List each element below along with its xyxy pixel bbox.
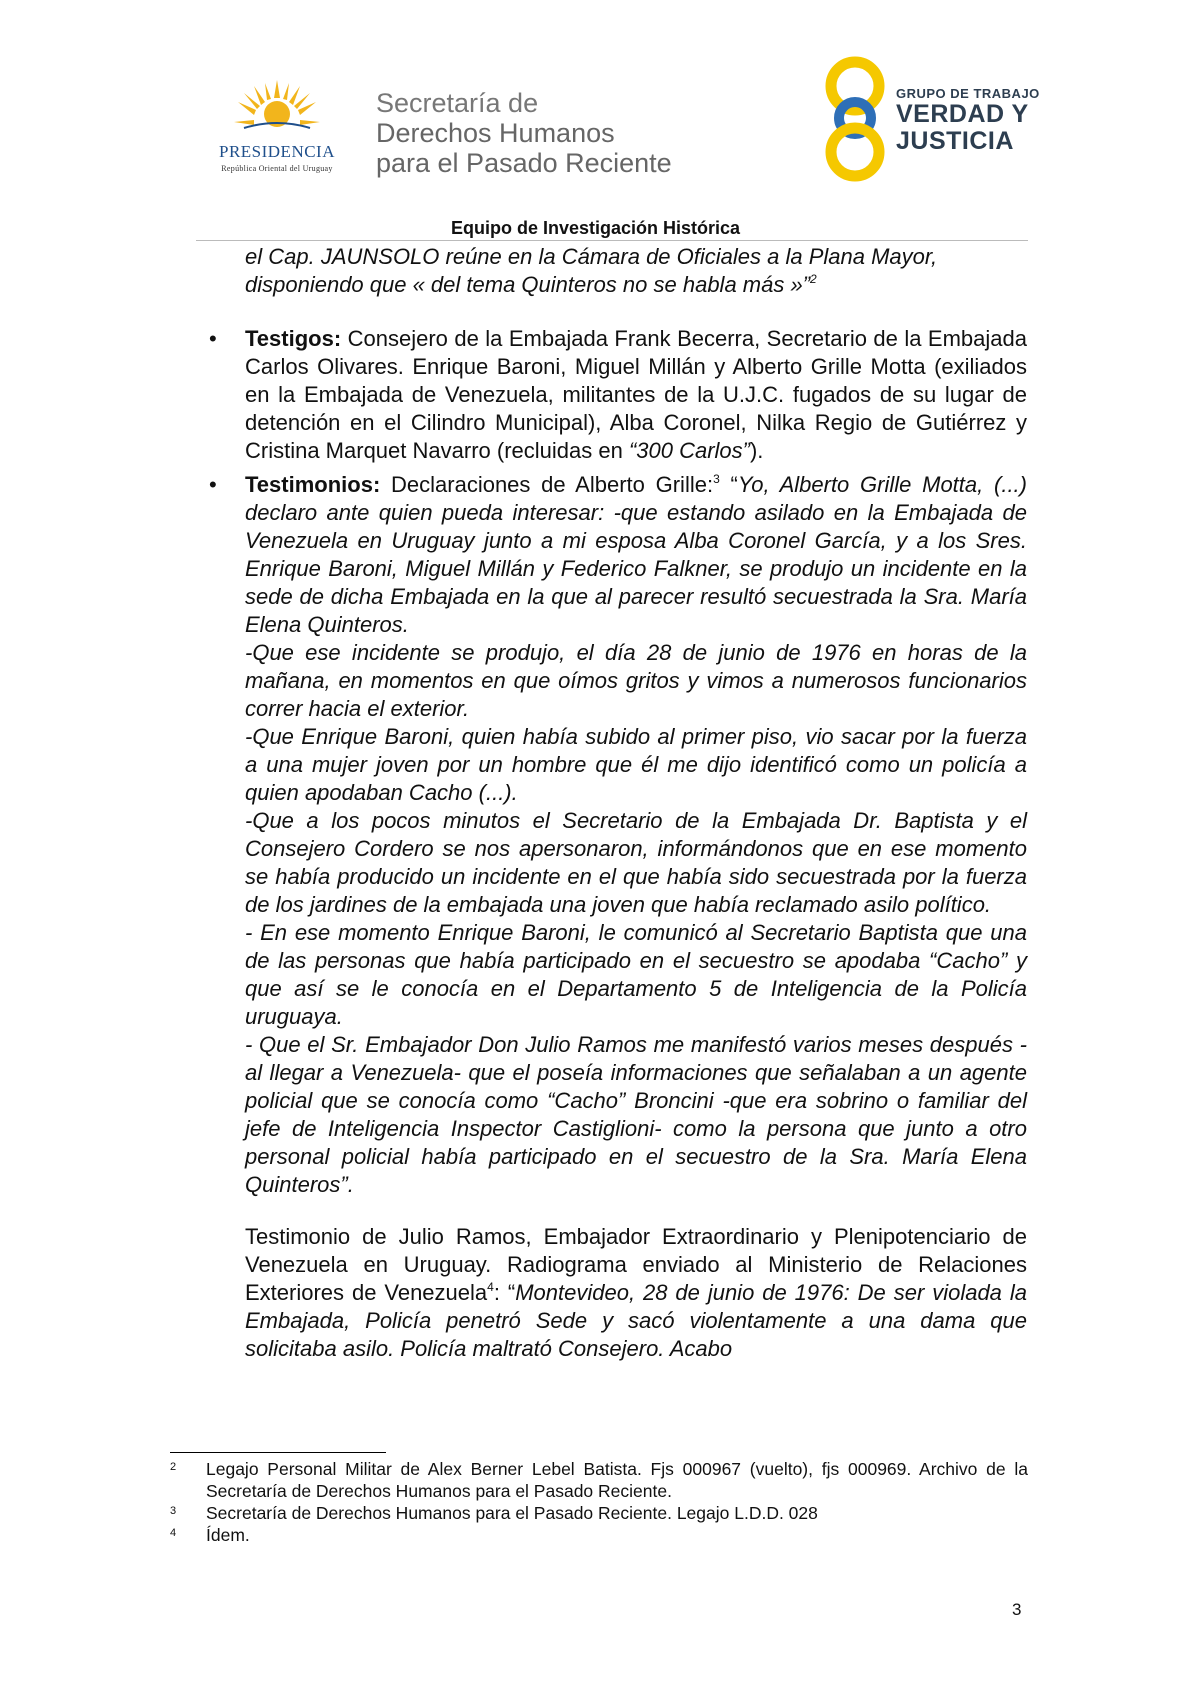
ramos-text: Testimonio de Julio Ramos, Embajador Extraordinario y Plenipotenciario de Venezuela en Uruguay. Radiograma enviado al Ministerio de Relaciones Exteriores de Venezuela — [245, 1224, 1027, 1305]
testigos-text: Consejero de la Embajada Frank Becerra, Secretario de la Embajada Carlos Olivares. Enrique Baroni, Miguel Millán y Alberto Grille Motta (exiliados en la Embajada de Venezuela, militantes de la U.J.C. fugados de su lugar de detención en el Cilindro Municipal), Alba Coronel, Nilka Regio de Gutiérrez y Cristina Marquet Navarro (recluidas en — [245, 326, 1027, 463]
footnote-divider — [170, 1452, 386, 1453]
list-item-testimonios — [245, 471, 1027, 1199]
testigos-text-end: ). — [749, 438, 764, 463]
quote-paragraph-6: - Que el Sr. Embajador Don Julio Ramos me manifestó varios meses después -al llegar a Venezuela- que el poseía informaciones que señalaban a un agente policial que se conocía como “Cacho” Broncini -que era sobrino o familiar del jefe de Inteligencia Inspector Castiglioni- como la persona que junto a otro personal policial había participado en el secuestro de la Sra. María Elena Quinteros”. — [245, 1032, 1027, 1197]
footnote-text: Legajo Personal Militar de Alex Berner Lebel Batista. Fjs 000967 (vuelto), fjs 000969. Archivo de la Secretaría de Derechos Humanos para el Pasado Reciente. — [206, 1459, 1028, 1501]
linked-rings-icon — [820, 56, 890, 182]
testimonios-label: Testimonios: — [245, 472, 381, 497]
intro-line-1: el Cap. JAUNSOLO reúne en la Cámara de Oficiales a la Plana Mayor, — [245, 244, 938, 269]
sun-emblem-icon — [234, 78, 320, 140]
quote-open: “ — [719, 472, 738, 497]
list-item-testigos — [245, 325, 1027, 465]
bullet-icon — [209, 471, 221, 499]
footnote — [170, 1502, 1028, 1524]
verdad-y-label: VERDAD Y — [896, 100, 1029, 128]
evidence-list — [245, 325, 1027, 1199]
footnote-number: 4 — [170, 1527, 177, 1539]
footnote-number: 2 — [170, 1461, 177, 1473]
footnote-ref-3: 3 — [713, 472, 720, 486]
quote-paragraph-4: -Que a los pocos minutos el Secretario de la Embajada Dr. Baptista y el Consejero Cordero se nos apersonaron, informándonos que en ese momento se había producido un incidente en el que había sido secuestrada por la fuerza de los jardines de la embajada una joven que había reclamado asilo político. — [245, 808, 1027, 917]
footnote-ref-2: 2 — [810, 272, 817, 286]
presidencia-wordmark: PRESIDENCIA — [218, 142, 335, 161]
quote-paragraph-1: Yo, Alberto Grille Motta, (...) declaro ante quien pueda interesar: -que estando asilado en la Embajada de Venezuela en Uruguay junto a mi esposa Alba Coronel García, y a los Sres. Enrique Baroni, Miguel Millán y Federico Falkner, se produjo un incidente en la sede de dicha Embajada en la que al parecer resultó secuestrada la Sra. María Elena Quinteros. — [245, 472, 1027, 637]
quote-paragraph-5: - En ese momento Enrique Baroni, le comunicó al Secretario Baptista que una de las personas que había participado en el secuestro se apodaba “Cacho” y que así se le conocía en el Departamento 5 de Inteligencia de la Policía uruguaya. — [245, 920, 1027, 1029]
bullet-icon — [209, 325, 221, 353]
verdad-justicia-logo — [820, 56, 1040, 186]
ramos-quote: Montevideo, 28 de junio de 1976: De ser violada la Embajada, Policía penetró Sede y sacó violentamente a una dama que solicitaba asilo. Policía maltrató Consejero. Acabo — [245, 1280, 1027, 1361]
quote-paragraph-2: -Que ese incidente se produjo, el día 28 de junio de 1976 en horas de la mañana, en momentos en que oímos gritos y vimos a numerosos funcionarios correr hacia el exterior. — [245, 640, 1027, 721]
presidencia-subtitle: República Oriental del Uruguay — [221, 164, 333, 173]
ramos-paragraph — [245, 1223, 1027, 1363]
quote-paragraph-3: -Que Enrique Baroni, quien había subido al primer piso, vio sacar por la fuerza a una mujer joven por un hombre que él me dijo identificó como un policía a quien apodaban Cacho (...). — [245, 724, 1027, 805]
testigos-italic: “300 Carlos” — [628, 438, 750, 463]
secretaria-line-1: Secretaría de — [376, 88, 539, 118]
verdad-justicia-text — [896, 86, 1040, 155]
team-title: Equipo de Investigación Histórica — [450, 218, 741, 238]
grupo-de-trabajo-label: GRUPO DE TRABAJO — [896, 86, 1040, 101]
header-divider — [196, 240, 1028, 241]
intro-line-2: disponiendo que « del tema Quinteros no se habla más »” — [245, 272, 811, 297]
page-header — [0, 0, 1191, 240]
footnote — [170, 1524, 1028, 1546]
footnotes — [170, 1458, 1028, 1546]
secretaria-line-3: para el Pasado Reciente — [376, 148, 672, 178]
document-body — [245, 243, 1027, 1363]
footnote-text: Secretaría de Derechos Humanos para el Pasado Reciente. Legajo L.D.D. 028 — [206, 1503, 818, 1523]
footnote-number: 3 — [170, 1505, 177, 1517]
testigos-label: Testigos: — [245, 326, 342, 351]
footnote-text: Ídem. — [206, 1525, 250, 1545]
secretaria-line-2: Derechos Humanos — [376, 118, 615, 148]
presidencia-logo — [196, 78, 358, 178]
intro-paragraph — [245, 243, 1027, 299]
footnote-ref-4: 4 — [487, 1280, 494, 1294]
footnote — [170, 1458, 1028, 1502]
justicia-label: JUSTICIA — [896, 127, 1014, 155]
page-number: 3 — [1012, 1600, 1022, 1619]
ramos-colon: : “ — [493, 1280, 516, 1305]
testimonios-text: Declaraciones de Alberto Grille: — [380, 472, 714, 497]
secretaria-logo-text — [376, 88, 672, 178]
